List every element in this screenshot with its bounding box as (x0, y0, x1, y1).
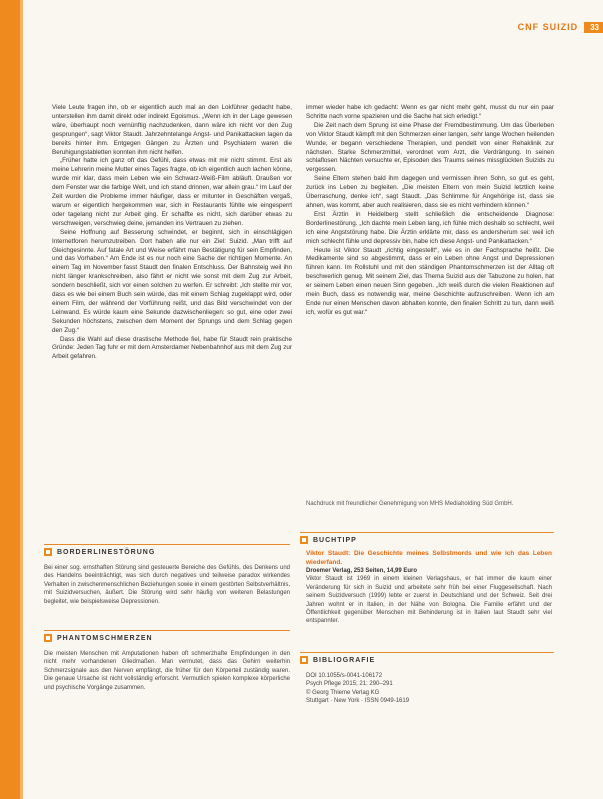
square-bullet-icon (300, 536, 308, 544)
page-margin-edge (20, 0, 23, 799)
page-header (518, 20, 603, 34)
box-divider (44, 544, 290, 545)
box-divider (300, 532, 554, 533)
paragraph: Dass die Wahl auf diese drastische Methode fiel, habe für Staudt rein praktische Gründe: Jeden Tag fuhr er mit dem Amsterdamer Nebenbahnhof aus mit dem Zug zur Arbeit gefahren. (52, 335, 292, 361)
box-header-buchtipp (300, 536, 357, 544)
bibliography-line: DOI 10.1055/s-0041-106172 (306, 673, 383, 679)
section-label: CNF SUIZID (517, 22, 579, 32)
book-title: Viktor Staudt: Die Geschichte meines Selbstmords und wie ich das Leben wiederfand. (306, 550, 552, 566)
page-number: 33 (584, 22, 603, 33)
paragraph: Viele Leute fragen ihn, ob er eigentlich auch mal an den Lokführer gedacht habe, unterstellen ihm damit direkt oder indirekt Egoismus. „Wenn ich in der Lage gewesen wäre, überhaupt noch vernünftig nachzudenken, dann wäre ich nicht vor den Zug gesprungen“, sagt Viktor Staudt. Jahrzehntelange Angst- und Panikattacken lagen da bereits hinter ihm. Entgegen Gängen zu Ärzten und Psychiatern waren die Beruhigungstabletten konnten ihm nicht helfen. (52, 104, 292, 156)
box-title: BORDERLINESTÖRUNG (57, 548, 156, 556)
square-bullet-icon (44, 634, 52, 642)
page-margin-bar (0, 0, 20, 799)
paragraph: immer wieder habe ich gedacht: Wenn es gar nicht mehr geht, musst du nur ein paar Schritte nach vorne spazieren und die Sache hat sich erledigt.“ (306, 104, 554, 120)
box-divider (44, 630, 290, 631)
box-header-borderline (44, 548, 155, 556)
box-text-phantom: Die meisten Menschen mit Amputationen haben oft schmerzhafte Empfindungen in den nicht mehr vorhandenen Gliedmaßen. Man vermutet, dass das Gehirn weiterhin Schmerzsignale aus den Nerven empfängt, die früher für den Körperteil zuständig waren. Die genaue Ursache ist nicht vollständig erforscht. Vermutlich spielen komplexe körperliche und psychische Vorgänge zusammen. (44, 651, 290, 691)
box-title: BUCHTIPP (313, 536, 357, 544)
box-text-borderline: Bei einer sog. ernsthaften Störung sind gesteuerte Bereiche des Gefühls, des Denkens und des Handelns beeinträchtigt, was sich durch negatives und teilweise paradox wirkendes Verhalten in zwischenmenschlichen Beziehungen sowie in einem gestörten Selbstverhältnis, mit Suizidversuchen, äußert. Die Störung wird sehr häufig von weiteren Belastungen begleitet, wie beispielsweise Depressionen. (44, 565, 290, 605)
bibliography-line: Psych Pflege 2015; 21: 290–291 (306, 681, 393, 688)
paragraph: Erst Ärztin in Heidelberg stellt schließlich die entscheidende Diagnose: Borderlinestörung. „Ich dachte mein Leben lang, ich fühle mich deshalb so schlecht, weil ich eine Angststörung habe. Die Ärztin erklärte mir, dass es andersherum sei: weil ich mich schlecht fühle und depressiv bin, habe ich diese Angst- und Panikattacken.“ (306, 210, 554, 245)
box-title: BIBLIOGRAFIE (313, 656, 376, 664)
bibliography-lines (306, 672, 552, 706)
article-column-left (52, 104, 292, 362)
bibliography-line: © Georg Thieme Verlag KG (306, 689, 380, 696)
box-content-buchtipp (306, 550, 552, 626)
box-header-biblio (300, 656, 375, 664)
paragraph: Seine Eltern stehen bald ihm dagegen und vermissen ihren Sohn, so gut es geht, zurück ins Leben zu begleiten. „Die meisten Eltern von mein Suizid letztlich keine Überraschung, denke ich“, sagt Staudt. „Das Schlimme für Angehörige ist, dass sie ahnen, was kommt, aber auch realisieren, dass sie es nicht verhindern können.“ (306, 175, 554, 209)
book-publisher: Droemer Verlag, 253 Seiten, 14,99 Euro (306, 568, 418, 574)
paragraph: Die Zeit nach dem Sprung ist eine Phase der Fremdbestimmung. Um das Überleben von Viktor Staudt kämpft mit den Schmerzen einer langen, sehr lange Wochen heilenden Wunde, er begann verschiedene Therapien, und pendelt von einer Rehaklinik zur nächsten. Starke Schmerzmittel, verordnet vom Arzt, die Verdrängung. In seinen schlaflosen Nächten versuchte er, Episoden des Traums seines missglückten Suizids zu vergessen. (306, 121, 554, 174)
square-bullet-icon (300, 656, 308, 664)
reprint-credit: Nachdruck mit freundlicher Genehmigung von MHS Mediaholding Süd GmbH. (306, 501, 514, 507)
book-description: Viktor Staudt ist 1969 in einem kleinen Verlagshaus, er hat immer die kaum einer Veränderung für sich in Suizid und arbeitete sehr früh bei einer Fluggesellschaft. Nach seinem Suizidversuch (1999) lebte er zuerst in Deutschland und der Schweiz. Seit drei Jahren wohnt er in Italien, in der Nähe von Bologna. Die Familie erfährt und der Öffentlichkeit gegenüber Menschen mit Behinderung ist in Italien laut Staudt sehr viel entspannter. (306, 576, 552, 625)
bibliography-line: Stuttgart · New York · ISSN 0949-1619 (306, 698, 410, 705)
paragraph: Heute ist Viktor Staudt „richtig eingestellt“, wie es in der Fachsprache heißt. Die Medikamente sind so abgestimmt, dass er ein Leben ohne Angst und Depressionen führen kann. Im Rollstuhl und mit den ständigen Phantomschmerzen ist der Alltag oft beschwerlich genug. Mit seinem Ziel, das Thema Suizid aus der Tabuzone zu holen, hat er seinem Leben einen neuen Sinn gegeben. „Ich weiß durch die vielen Reaktionen auf mein Buch, dass es notwendig war, meine Geschichte aufzuschreiben. Wenn ich am Ende nur einen Menschen davon abhalten konnte, den finalen Schritt zu tun, dann weiß ich, wofür es gut war.“ (306, 246, 554, 316)
paragraph: „Früher hatte ich ganz oft das Gefühl, dass etwas mit mir nicht stimmt. Erst als meine Lehrerin meine Mutter eines Tages fragte, ob ich eigentlich auch lachen könne, wurde mir klar, dass mein Leben wie ein Schwarz-Weiß-Film abläuft. Draußen vor dem Fenster war die farbige Welt, und ich stand drinnen, war allein grau.“ Im Lauf der Zeit wurden die Probleme immer häufiger, dass er mitunter in Geschäften vergaß, warum er eigentlich hergekommen war, sich in Restaurants fühlte wie eingesperrt oder tagelang nicht zur Arbeit ging. Er schaffte es nicht, sich darüber etwas zu verschweigen, verschwieg deine, jemanden ins Vertrauen zu ziehen. (52, 157, 292, 227)
paragraph: Seine Hoffnung auf Besserung schwindet, er beginnt, sich in einschlägigen Internetforen herumzutreiben. Dort haben alle nur ein Ziel: Suizid. „Man trifft auf Gleichgesinnte. Auf fatale Art und Weise erfährt man Bestätigung für sein Empfinden, und das Vorhaben.“ Am Ende ist es nur noch eine Sache der richtigen Momente. An einem Tag im November fasst Staudt den finalen Entschluss. Der Bahnsteig weil ihn nicht länger krankschreiben, also fährt er nicht wie sonst mit dem Zug zur Arbeit, sondern beschließt, sich vor einen solchen zu werfen. Er schreibt: „Ich stellte mir vor, dass es wie bei einem Buch sein würde, das mit einem Schlag zugeklappt wird, oder einem Film, der während der Vorführung reißt, und das Bild verschwindet von der Leinwand. Es würde kaum eine Sekunde dazwischenliegen: so gut, eine oder zwei Sekunden höchstens, zwischen dem Moment der Sprungs und dem Schlag gegen den Zug.“ (52, 228, 292, 334)
article-column-right (306, 104, 554, 318)
box-header-phantom (44, 634, 153, 642)
box-divider (300, 652, 554, 653)
box-title: PHANTOMSCHMERZEN (57, 634, 153, 642)
square-bullet-icon (44, 548, 52, 556)
